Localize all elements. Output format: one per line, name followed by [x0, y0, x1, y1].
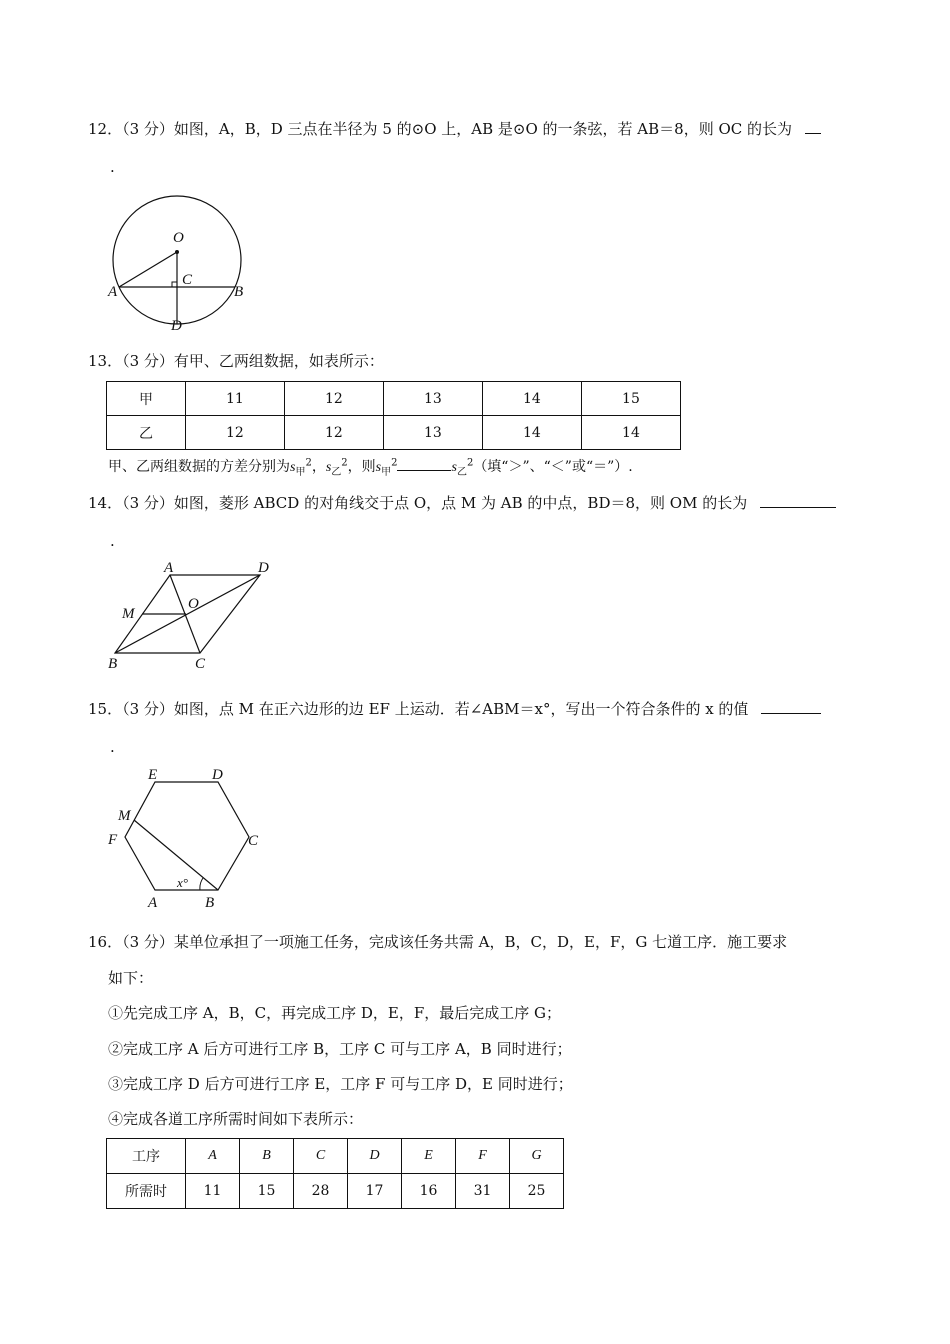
- q14-answer-blank[interactable]: [760, 493, 836, 508]
- q13-score: （3 分）: [122, 352, 174, 370]
- label-c: C: [182, 272, 193, 288]
- table-cell: 14: [482, 416, 581, 450]
- label-a: A: [108, 284, 118, 300]
- table-cell: 工序: [107, 1139, 186, 1174]
- table-cell: G: [510, 1139, 564, 1174]
- table-cell: B: [240, 1139, 294, 1174]
- s-symbol: s: [451, 460, 457, 475]
- table-row: [107, 382, 681, 416]
- label-a: A: [148, 895, 158, 910]
- regular-hexagon: [125, 782, 249, 890]
- s-symbol: s: [375, 460, 382, 475]
- table-cell: 11: [186, 1174, 240, 1209]
- table-row: [107, 416, 681, 450]
- label-m: M: [118, 808, 131, 824]
- table-cell: D: [348, 1139, 402, 1174]
- table-row: [107, 1174, 564, 1209]
- q13-variance-line: [108, 456, 633, 478]
- table-cell: 15: [581, 382, 680, 416]
- table-cell: F: [456, 1139, 510, 1174]
- segment-oa: [119, 252, 177, 287]
- sub-jia: 甲: [381, 466, 392, 478]
- angle-arc: [200, 878, 203, 890]
- table-cell: 13: [383, 382, 482, 416]
- sub-yi: 乙: [456, 466, 467, 478]
- q12-score: （3 分）: [122, 120, 174, 138]
- label-c: C: [195, 656, 206, 672]
- label-x: x°: [177, 875, 188, 890]
- table-cell: 11: [185, 382, 284, 416]
- q15-continuation: .: [110, 738, 115, 756]
- q12-text: 如图，A，B，D 三点在半径为 5 的⊙O 上，AB 是⊙O 的一条弦，若 AB＝8，则 OC 的长为: [173, 120, 793, 138]
- table-cell: 12: [284, 382, 383, 416]
- table-cell: 31: [456, 1174, 510, 1209]
- then-text: ，则: [347, 459, 376, 475]
- label-d: D: [258, 560, 269, 576]
- q16-step-1: ①先完成工序 A，B，C，再完成工序 D，E，F，最后完成工序 G；: [108, 1004, 562, 1022]
- label-d: D: [171, 318, 182, 334]
- table-cell: 乙: [107, 416, 186, 450]
- table-cell: 14: [581, 416, 680, 450]
- label-d: D: [212, 767, 223, 783]
- q16-step-4: ④完成各道工序所需时间如下表所示：: [108, 1110, 364, 1128]
- center-dot: [175, 250, 179, 254]
- q15-text: 如图，点 M 在正六边形的边 EF 上运动．若∠ABM＝x°，写出一个符合条件的 x 的值: [173, 700, 749, 718]
- q14-number: 14．: [88, 494, 123, 512]
- sup-2: 2: [466, 457, 474, 469]
- table-cell: A: [186, 1139, 240, 1174]
- q13-answer-blank[interactable]: [397, 456, 451, 471]
- table-cell: 28: [294, 1174, 348, 1209]
- sup-2: 2: [305, 457, 312, 469]
- q16-table: [106, 1138, 564, 1209]
- q13-number: 13．: [88, 352, 123, 370]
- q14-rhombus-figure: [100, 555, 290, 675]
- label-f: F: [108, 832, 118, 848]
- q14-score: （3 分）: [122, 494, 174, 512]
- q16-score: （3 分）: [122, 933, 174, 951]
- label-a: A: [164, 560, 174, 576]
- table-cell: E: [402, 1139, 456, 1174]
- q12-line: [88, 118, 821, 139]
- q12-number: 12．: [88, 120, 123, 138]
- q13-line: [88, 350, 384, 371]
- label-e: E: [148, 767, 158, 783]
- comma: ，: [311, 459, 326, 475]
- q16-text: 某单位承担了一项施工任务，完成该任务共需 A，B，C，D，E，F，G 七道工序．施工要求: [173, 933, 788, 951]
- label-o: O: [173, 230, 184, 246]
- sup-2: 2: [391, 457, 398, 469]
- label-b: B: [108, 656, 118, 672]
- table-cell: 17: [348, 1174, 402, 1209]
- q15-score: （3 分）: [122, 700, 174, 718]
- table-cell: 15: [240, 1174, 294, 1209]
- q12-circle-figure: [100, 180, 260, 340]
- table-cell: 25: [510, 1174, 564, 1209]
- q16-line: [88, 931, 787, 952]
- sub-jia: 甲: [295, 466, 306, 478]
- s-symbol: s: [325, 460, 332, 475]
- table-cell: 所需时: [107, 1174, 186, 1209]
- q15-hexagon-figure: [100, 762, 270, 910]
- q16-number: 16．: [88, 933, 123, 951]
- table-cell: 14: [482, 382, 581, 416]
- label-b: B: [205, 895, 215, 910]
- s-symbol: s: [290, 460, 296, 475]
- table-cell: 甲: [107, 382, 186, 416]
- q13-text: 有甲、乙两组数据，如表所示：: [173, 352, 384, 370]
- label-b: B: [234, 284, 244, 300]
- table-cell: 12: [284, 416, 383, 450]
- table-cell: 16: [402, 1174, 456, 1209]
- q13-table: [106, 381, 681, 450]
- label-o: O: [188, 596, 199, 612]
- q14-text: 如图，菱形 ABCD 的对角线交于点 O，点 M 为 AB 的中点，BD＝8，则 OM 的长为: [173, 494, 748, 512]
- label-c: C: [248, 833, 259, 849]
- diagonal-bd: [115, 575, 260, 653]
- table-cell: 13: [383, 416, 482, 450]
- table-cell: 12: [185, 416, 284, 450]
- right-angle-mark: [172, 282, 177, 287]
- table-cell: C: [294, 1139, 348, 1174]
- segment-bm: [134, 820, 218, 890]
- sub-yi: 乙: [331, 466, 342, 478]
- q14-continuation: .: [110, 532, 115, 550]
- fill-hint: （填“＞”、“＜”或“＝”）.: [473, 459, 633, 475]
- sup-2: 2: [341, 457, 348, 469]
- variance-intro: 甲、乙两组数据的方差分别为: [108, 459, 290, 475]
- table-row: [107, 1139, 564, 1174]
- q15-number: 15．: [88, 700, 123, 718]
- q14-line: [88, 492, 836, 513]
- label-m: M: [122, 606, 135, 622]
- q15-line: [88, 698, 821, 719]
- q16-step-2: ②完成工序 A 后方可进行工序 B，工序 C 可与工序 A，B 同时进行；: [108, 1040, 572, 1058]
- q15-answer-blank[interactable]: [761, 699, 821, 714]
- q16-line-2: 如下：: [108, 969, 154, 987]
- q12-continuation: .: [110, 158, 115, 176]
- q16-step-3: ③完成工序 D 后方可进行工序 E，工序 F 可与工序 D，E 同时进行；: [108, 1075, 573, 1093]
- q12-answer-blank[interactable]: [805, 119, 821, 134]
